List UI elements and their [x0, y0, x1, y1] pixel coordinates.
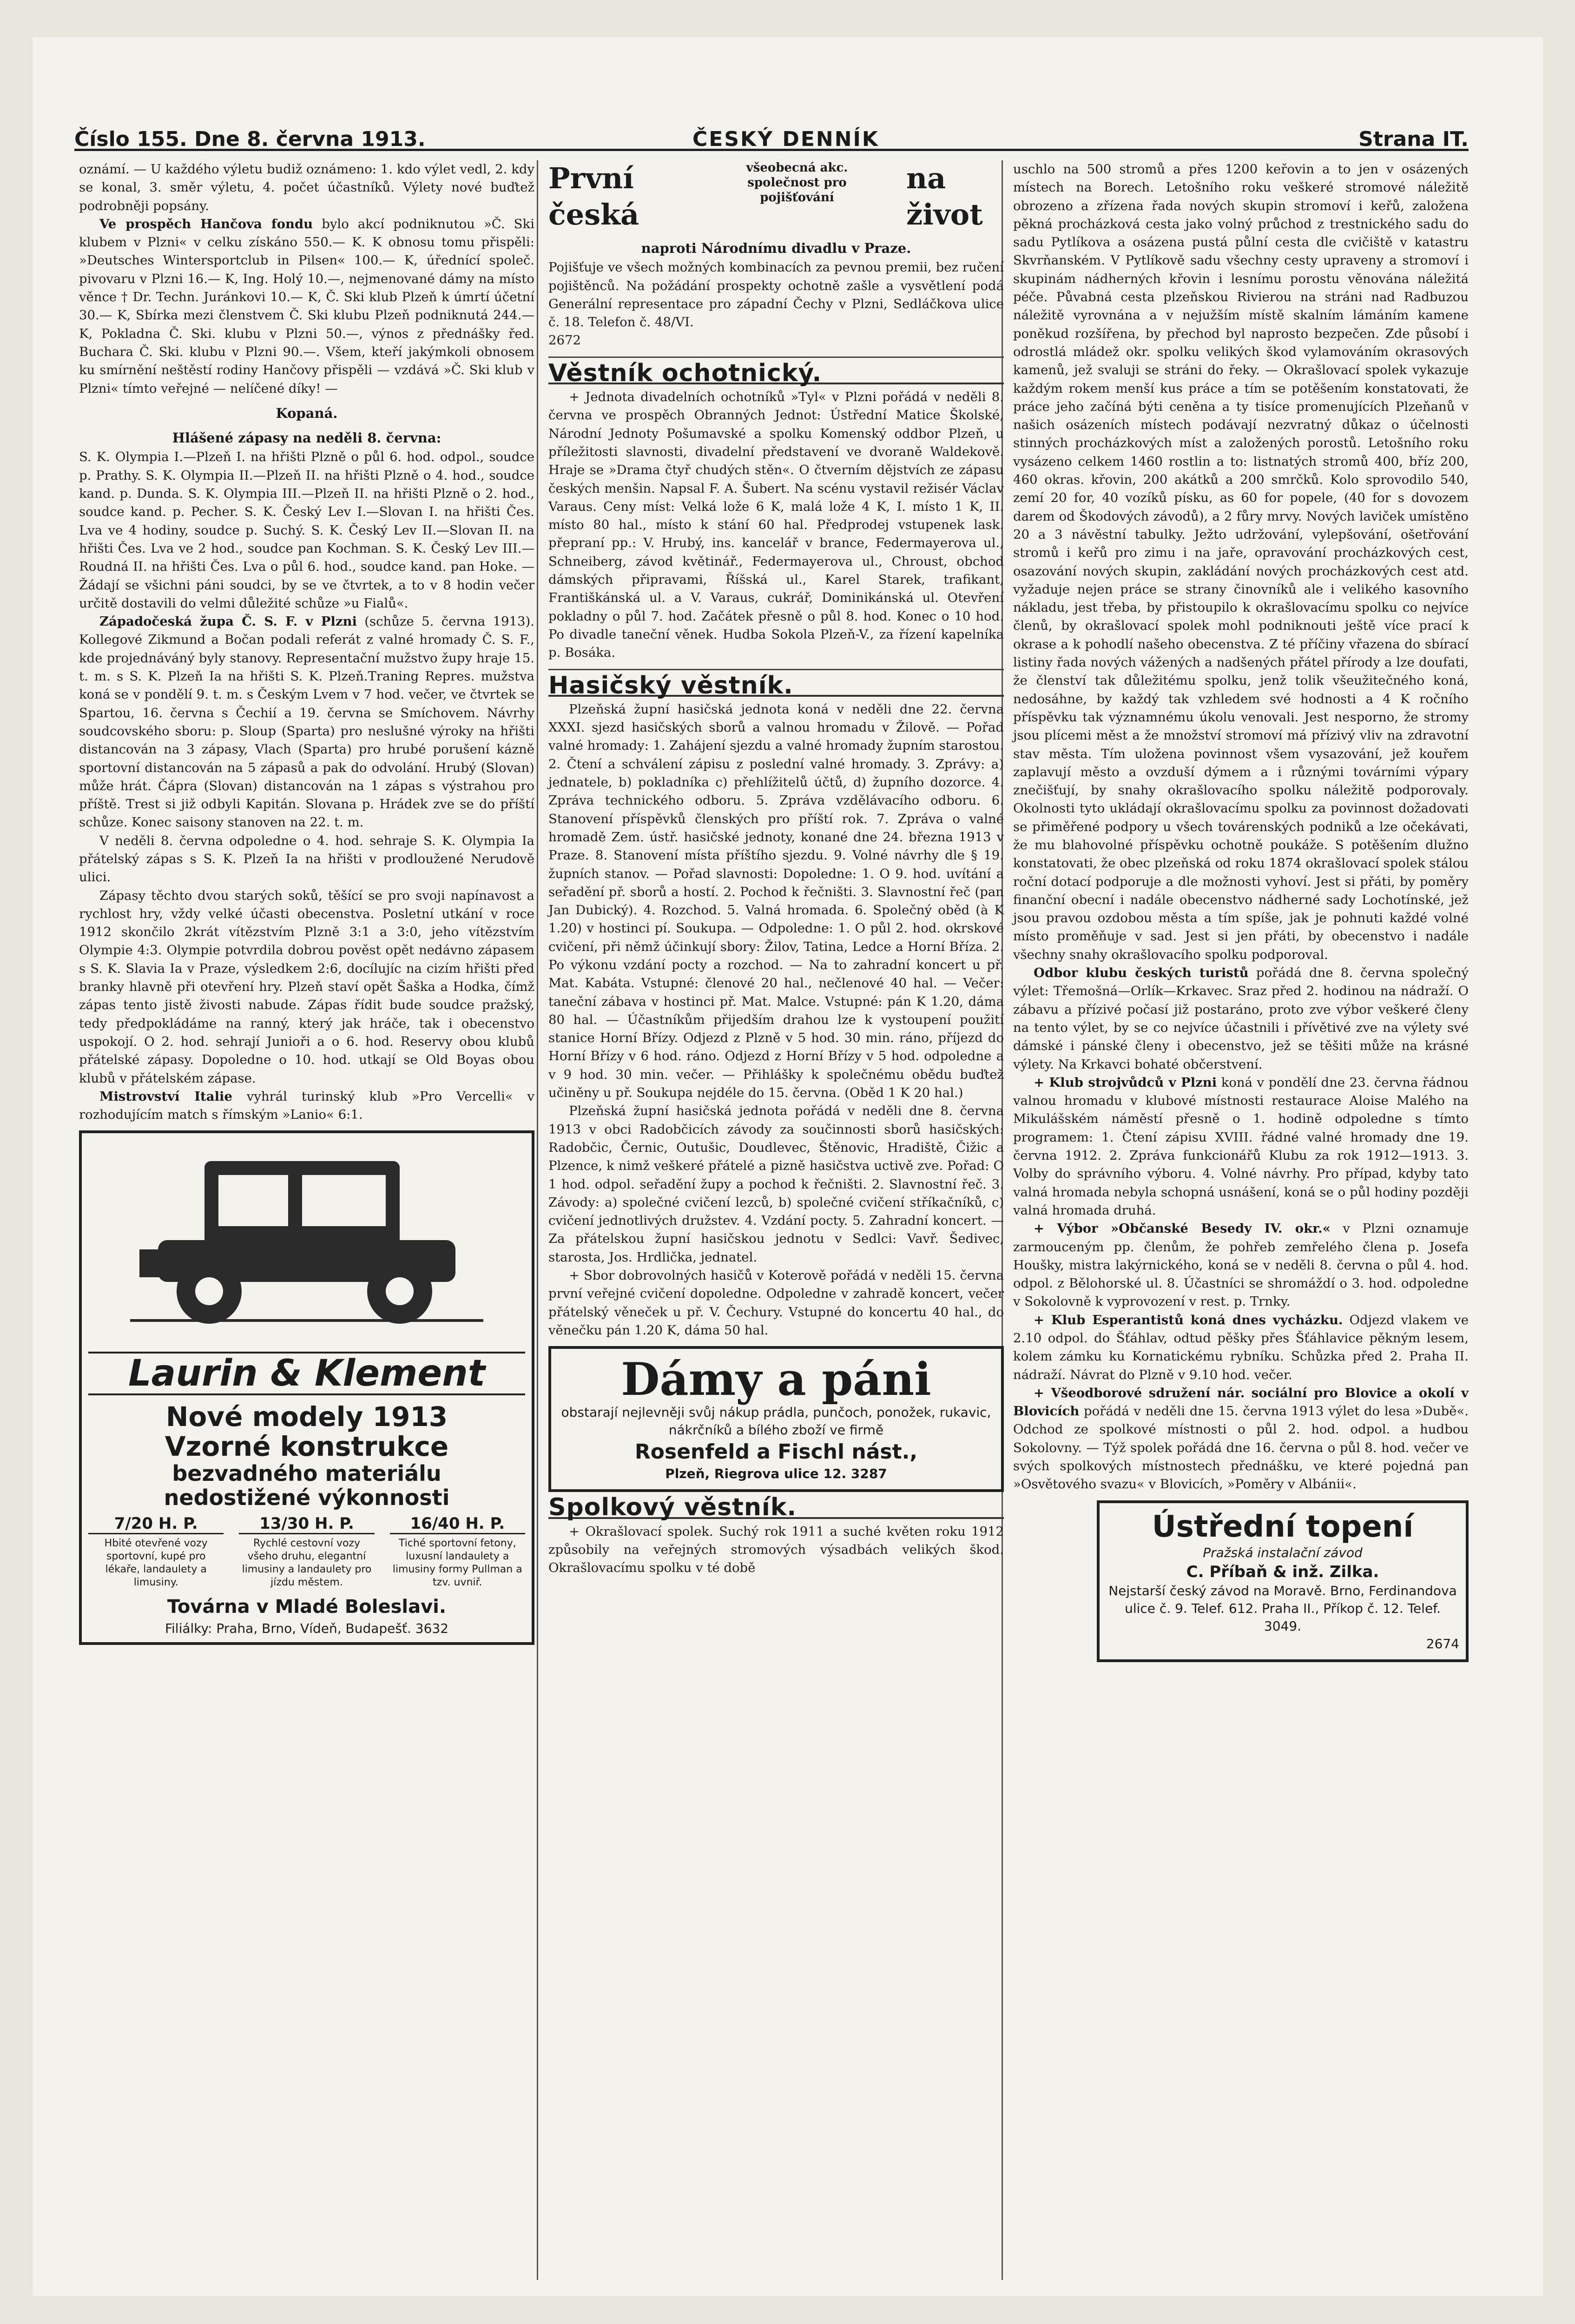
divider	[548, 357, 1004, 358]
ad-title: Ústřední topení	[1152, 1509, 1414, 1544]
article-text: S. K. Olympia I.—Plzeň I. na hřišti Plzně o půl 6. hod. odpol., soudce p. Prathy. S. K. Olympia II.—Plzeň II. na hřišti Plzně o 4. hod., soudce kand. p. Dunda. S. K. Olympia III.—Plzeň II. na hřišti Plzně o 2. hod., soudce kand. p. Pecher. S. K. Český Lev I.—Slovan I. na hřišti Čes. Lva ve 4 hodiny, soudce p. Suchý. S. K. Český Lev II.—Slovan II. na hřišti Čes. Lva ve 2 hod., soudce pan Kochman. S. K. Český Lev III.—Roudná II. na hřišti Čes. Lva o půl 6. hod., soudce kand. pan Hoke. — Žádají se všichni páni soudci, by se ve čtvrtek, a to v 8 hodin večer určitě dostavili do velmi důležité schůze »u Fialů«.	[79, 449, 534, 611]
article-text	[1013, 964, 1469, 1074]
model-desc: Tiché sportovní fetony, luxusní landaulety a limusiny formy Pullman a tzv. uvniř.	[392, 1538, 522, 1589]
ad-address	[558, 1465, 995, 1483]
issue-date-text: Dne 8. června 1913.	[194, 127, 426, 151]
insurance-title-left: První česká	[548, 161, 639, 231]
model-13-30	[239, 1514, 374, 1589]
article-text	[1013, 1311, 1469, 1384]
article-text: Zápasy těchto dvou starých soků, těšící se pro svoji napínavost a rychlost hry, vždy velké účasti obecenstva. Posletní utkání v roce 1912 skončilo 2krát vítězstvím Plzně 3:1 a 3:0, jeho vítězstvím Olympie 4:3. Olympie potvrdila dobrou pověst opět nedávno zápasem s S. K. Slavia Ia v Praze, výsledkem 2:6, docílujíc na cizím hřišti před branky hlavně při otevření hry. Plzeň staví opět Šaška a Hodka, čímž zápas tento jistě živosti nabude. Zápas řídit bude soudce pražský, tedy předpokládáme na ranný, který jak hráče, tak i obecenstvo uspokojí. O 2. hod. sehrají Junioři a o 6. hod. Reservy obou klubů přátelské zápasy. Dopoledne o 10. hod. utkají se Old Boyas obou klubů v přátelském zápase.	[79, 888, 534, 1086]
article-text: oznámí. — U každého výletu budiž oznámeno: 1. kdo výlet vedl, 2. kdy se konal, 3. směr výletu, 4. počet účastníků. Výlety nové buďtež podrobněji popsány.	[79, 162, 534, 213]
article-lead: + Klub strojvůdců v Plzni	[1034, 1075, 1217, 1090]
ad-title: Dámy a páni	[621, 1353, 931, 1406]
ad-address-text: Plzeň, Riegrova ulice 12.	[665, 1466, 847, 1482]
article-lead: Odbor klubu českých turistů	[1034, 965, 1249, 981]
ad-line: Nové modely 1913	[165, 1401, 448, 1433]
article-text: + Sbor dobrovolných hasičů v Koterově pořádá v neděli 15. června první veřejné cvičení dopoledne. Odpoledne v zahradě koncert, večer přátelský věneček u př. V. Čechury. Vstupné do koncertu 40 hal., do věnečku pán 1.20 K, dáma 50 hal.	[548, 1268, 1004, 1338]
article-lead: Mistrovství Italie	[99, 1089, 232, 1104]
article-lead: + Všeodborové sdružení nár. sociální pro Blovice a okolí v Blovicích	[1013, 1385, 1469, 1419]
article-text	[1013, 1220, 1469, 1311]
article-lead: Ve prospěch Hančova fondu	[99, 216, 313, 231]
article-text: + Okrašlovací spolek. Suchý rok 1911 a suché květen roku 1912 způsobily na veřejných stromových výsadbách velikých škod. Okrašlovacímu spolku v té době	[548, 1524, 1004, 1576]
article-body: (schůze 5. června 1913). Kollegové Zikmund a Bočan podali referát z valné hromady Č. S. F., kde projednáváný byly stanovy. Representační mužstvo župy hraje 15. t. m. s S. K. Plzeň Ia na hřišti S. K. Plzeň.Traning Repres. mužstva koná se v pondělí 9. t. m. s Českým Lvem v 7 hod. večer, ve čtvrtek se Spartou, 16. června s Čechií a 19. června se Smíchovem. Návrhy soudcovského sboru: p. Sloup (Sparta) pro neslušné výroky na hřišti distancován na 3 zápasy, Vlach (Sparta) pro hrubé porušení kázně sportovní distancován na 5 zápasů a pak do odvolání. Hrubý (Slovan) může hrát. Čápra (Slovan) distancován na 1 zápas s výstrahou pro příště. Trest si již odbyli Kapitán. Slovana p. Hrádek zve se do příští schůze. Konec saisony stanoven na 22. t. m.	[79, 614, 534, 830]
column-1	[79, 160, 534, 1651]
insurance-mid-line: všeobecná akc.	[746, 161, 848, 175]
insurance-ad	[548, 160, 1004, 233]
article-lead: Západočeská župa Č. S. F. v Plzni	[99, 614, 357, 629]
ad-body: obstarají nejlevněji svůj nákup prádla, punčoch, ponožek, rukavic, nákrčníků a bílého zboží ve firmě	[561, 1405, 991, 1438]
article-text: uschlo na 500 stromů a přes 1200 keřovin a to jen v osázených místech na Borech. Letošního roku veškeré stromové náležitě obrozeno a zřízena řada nových skupin stromoví i keřů, založena pěkná procházková cesta jako volný průchod z trestnického sadu do sadu Pytlíkova a osázena pustá půlní cesta dle cvičiště v katastru Skvrňanském. V Pytlíkově sadu všechny cesty upraveny a stromoví i skupinám nádherných křovin i lesnímu porostu věnována náležitá péče. Půvabná cesta plzeňskou Rivierou na stráni nad Radbuzou náležitě vyrovnána a v nejužším místě skalním lámáním kamene poněkud rozšířena, by přechod byl naprosto bezpečen. Zde působí i odrostlá mládež okr. spolku velikých škod vylamováním okrasových kamenů, jež svaluji se stráni do řeky. — Okrašlovací spolek vykazuje každým rokem menší kus práce a tím se potěšením konstatovati, že práce jeho začíná býti ceněna a ty tisíce promenujících Plzeňanů v našich osázeních místech podávají nezvratný důkaz o účelnosti stinných procházkových míst a založených porostů. Letošního roku vysázeno celkem 1460 rostlin a to: listnatých stromů 400, bříz 200, 460 okras. křovin, 200 akátků a 200 smrčků. Kolo sprovodilo 540, zemí 20 for, 40 vozíků písku, as 60 for popele, (40 for s dovozem darem od Škodových závodů), a 2 fůry mrvy. Nových laviček umístěno 20 a 3 návěstní tabulky. Ježto udržování, vylepšování, ošetřování stromů i keřů pro zimu i na jaře, opravování procházkových cest, osazování nových skupin, zakládání nových procházkových cest atd. vyžaduje nejen práce se strany činovníků ale i velikého kasovního nákladu, jest třeba, by přistoupilo k okrašlovacímu spolku co nejvíce členů, by okrašlovací spolek mohl podniknouti ještě více prací k okrase a k pohodlí našeho obecenstva. Z té příčiny vřazena do sbírací listiny řada nových vážených a nadšených přátel přírody a lze doufati, že členství tak důležitému spolku, jenž tolik všeužitečného koná, nedosáhne, by každý tak vzhledem své hodnosti a 4 K ročního příspěvku tak významnému úkolu venovali. Jest nesporno, že stromy jsou plícemi měst a že množství stromoví má přízivý vliv na zdravotní stav města. Tím uložena povinnost všem vysazování, jež kouřem zaplavují město a ovzduší dýmem a i různými továrními výpary znečišťují, by snahy okrašlovacího spolku náležitě podporovaly. Okolnosti tyto ukládají okrašlovacímu spolku za povinnost dožadovati se přiměřené podpory u všech továrenských podniků a lze očekávati, že mu blahovolné příspěvku ochotně poukáže. S potěšením dlužno konstatovati, že obec plzeňská od roku 1874 okrašlovací spolek stálou roční dotací podporuje a dle možnosti vyhoví. Jest si přáti, by poměry finanční obecní i nadále obecenstvo nádherné sady Lochotínské, jež jsou pravou ozdobou města a tím spíše, jak je pohnuti každé volné místo proměňuje v sad. Jest si jen přáti, by obecenstvo i nadále všechny snahy okrašlovacího spolku podporoval.	[1013, 162, 1469, 962]
article-text	[1013, 1384, 1469, 1494]
insurance-title-right: na život	[906, 161, 983, 231]
models-grid	[88, 1514, 525, 1589]
article-body: pořádá dne 8. června společný výlet: Třemošná—Orlík—Krkavec. Sraz před 2. hodinou na nádraží. O zábavu a přízivé počasí již postaráno, proto zve výbor veškeré členy na tento výlet, by se co nejvíce účastnili i přívětivé zve na výlety své dámské i pánské členy i obecenstvo, jež se těšiti může na krásné výlety. Na Krkavci bohaté občerstvení.	[1013, 965, 1469, 1072]
article-text	[79, 215, 534, 398]
car-illustration	[130, 1142, 483, 1347]
rosenfeld-ad	[548, 1346, 1004, 1492]
ad-line: nedostižené výkonnosti	[164, 1485, 450, 1511]
model-title: 13/30 H. P.	[239, 1514, 374, 1534]
article-text	[79, 613, 534, 832]
ad-line: Vzorné konstrukce	[165, 1431, 449, 1463]
article-text: + Jednota divadelních ochotníků »Tyl« v Plzni pořádá v neděli 8. června ve prospěch Obranných Jednot: Ústřední Matice Školské, Národní Jednoty Pošumavské a spolku Komenský oddbor Plzeň, u příležitosti slavnosti, divadelní představení ve dvoraně Waldekově. Hraje se »Drama čtyř chudých stěn«. O čtverním dějstvích ze zápasu českých menšin. Napsal F. A. Šubert. Na scénu vystavil režisér Václav Varaus. Ceny míst: Velká lože 6 K, malá lože 4 K, I. místo 1 K, II. místo 80 hal., místo k stání 60 hal. Předprodej vstupenek lask. přepraní pp.: V. Hrubý, ins. kancelář v brance, Federmayerova ul., Schneiberg, závod květinář., Federmayerova ul., Chroust, obchod dámských připravami, Říšská ul., Karel Starek, trafikant, Františkánská ul. a V. Varaus, cukrář, Dominikánská ul. Otevření pokladny o půl 7. hod. Začátek přesně o půl 8. hod. Konec o 10 hod. Po divadle taneční věnek. Hudba Sokola Plzeň-V., za řízení kapelníka p. Bosáka.	[548, 390, 1004, 660]
issue-number: Číslo 155.	[74, 127, 187, 151]
insurance-mid-line: pojišťování	[760, 191, 834, 205]
branches-line	[88, 1620, 525, 1637]
ad-code: 3287	[850, 1466, 887, 1482]
laurin-klement-ad	[79, 1130, 534, 1645]
model-title: 16/40 H. P.	[390, 1514, 525, 1534]
section-heading: Hlášené zápasy na neděli 8. června:	[172, 430, 442, 446]
insurance-code: 2672	[548, 333, 581, 348]
article-body: Odjezd vlakem ve 2.10 odpol. do Šťáhlav, odtud pěšky přes Šťáhlavice pěkným lesem, kolem zámku ku Kornatickému rybníku. Schůzka před 2. Praha II. nádraží. Návrat do Plzně v 9.10 hod. večer.	[1013, 1312, 1469, 1382]
model-16-40	[390, 1514, 525, 1589]
article-body: pořádá v neděli dne 15. června 1913 výlet do lesa »Dubě«. Odchod ze spolkové místnosti o půl 2. hod. odpol. a hudbou Sokolovny. — Týž spolek pořádá dne 16. června o půl 8. hod. večer ve svých spolkových místnostech přednášku, ve které pojedná pan »Osvětového svazu« v Blovicích, »Poměry v Albánii«.	[1013, 1404, 1469, 1492]
branches-text: Filiálky: Praha, Brno, Vídeň, Budapešť.	[165, 1621, 411, 1637]
ad-firm: C. Příbaň & inž. Zilka.	[1186, 1562, 1379, 1581]
model-desc: Hbité otevřené vozy sportovní, kupé pro lékaře, landaulety a limusiny.	[104, 1538, 208, 1589]
model-7-20	[88, 1514, 224, 1589]
column-2	[548, 160, 1004, 1577]
article-text: Plzeňská župní hasičská jednota pořádá v neděli dne 8. června 1913 v obci Radobčicích závody za součinnosti sborů hasičských: Radobčic, Černic, Outušic, Doudlevec, Štěnovic, Hradiště, Čižic a Plzence, k nimž veškeré přátelé a pizně hasičstva uctivě zve. Pořad: O 1 hod. odpol. seřadění župy a pochod k řečništi. 2. Slavnostní řeč. 3. Závody: a) společné cvičení lezců, b) společné cvičení stříkačníků, c) cvičení jednotlivých družstev. 4. Vzdání pocty. 5. Zahradní koncert. — Za přátelskou župní hasičskou jednotu v Sedlci: Vavř. Šedivec, starosta, Jos. Hrdlička, jednatel.	[548, 1103, 1004, 1265]
article-body: koná v pondělí dne 23. června řádnou valnou hromadu v klubové místnosti restaurace Aloise Malého na Mikulášském náměstí přesně o 1. hodině odpoledne s tímto programem: 1. Čtení zápisu XVIII. řádné valné hromady dne 19. června 1912. 2. Zpráva funkcionářů Klubu za rok 1912—1913. 3. Volby do správního výboru. 4. Volné návrhy. Pro případ, kdyby tato valná hromada nebyla schopná usnášení, koná se o půl hodiny později valná hromada druhá.	[1013, 1075, 1469, 1218]
article-text: Plzeňská župní hasičská jednota koná v neděli dne 22. června XXXI. sjezd hasičských sborů a valnou hromadu v Žilově. — Pořad valné hromady: 1. Zahájení sjezdu a valné hromady župním starostou. 2. Čtení a schválení zápisu z poslední valné hromady. 3. Zprávy: a) jednatele, b) pokladníka c) přehlížitelů účtů, d) župního dozorce. 4. Zpráva technického odboru. 5. Zpráva vzdělávacího odboru. 6. Stanovení příspěvků členských pro příští rok. 7. Zpráva o valné hromadě Zem. ústř. hasičské jednoty, konané dne 24. března 1913 v Praze. 8. Stanovení místa příštího sjezdu. 9. Volné návrhy dle § 19. župních stanov. — Pořad slavnosti: Dopoledne: 1. O 9. hod. uvítání a seřadění př. sborů a hostí. 2. Pochod k řečništi. 3. Slavnostní řeč (pan Jan Dubický). 4. Rozchod. 5. Valná hromada. 6. Společný oběd (à K 1.20) v hostinci pí. Soukupa. — Odpoledne: 1. O půl 2. hod. okrskové cvičení, při němž účinkují sbory: Žilov, Tatina, Ledce a Horní Bříza. 2. Po výkonu vzdání pocty a rozchod. — Na to zahradní koncert u př. Mat. Kabáta. Vstupné: členové 20 hal., nečlenové 40 hal. — Večer: taneční zábava v hostinci př. Mat. Malce. Vstupné: pán K 1.20, dáma 80 hal. — Účastníkům přijedším drahou lze k vystoupení použití stanice Horní Břízy. Odjezd z Plzně v 5 hod. 30 min. ráno, příjezd do Horní Břízy v 6 hod. ráno. Odjezd z Horní Břízy v 5 hod. odpoledne a v 9 hod. 30 min. večer. — Přihlášky k společnému obědu buďtež učiněny u př. Soukupa nejdéle do 15. června. (Oběd 1 K 20 hal.)	[548, 701, 1004, 1101]
section-title: Věstník ochotnický.	[548, 364, 1004, 384]
brand-logo: Laurin & Klement	[88, 1352, 525, 1395]
heating-ad	[1097, 1500, 1469, 1662]
article-text	[79, 1088, 534, 1124]
article-lead: + Klub Esperantistů koná dnes vycházku.	[1034, 1312, 1343, 1327]
article-body: bylo akcí podniknutou »Č. Ski klubem v Plzni« v celku získáno 550.— K. K obnosu tomu přispěli: »Deutsches Wintersportclub in Pilsen« 100.— K, úřednící společ. pivovaru v Plzni 16.— K, Ing. Holý 10.—, nejmenované dámy na místo věnce † Dr. Techn. Juránkovi 10.— K, Č. Ski klub Plzeň k úmrtí účetní 30.— K, Sbírka mezi členstvem Č. Ski klubu Plzeň podniknutá 244.— K, Pokladna Č. Ski. klubu v Plzni 50.—, výnos z přednášky řed. Buchara Č. Ski. klubu v Plzni 90.—. Všem, kteří jakýmkoli obnosem ku smírnění neštěstí rodiny Hančovy přispěli — vzdává »Č. Ski klub v Plzni« tímto veřejné — nelíčené díky! —	[79, 216, 534, 396]
issue-date	[74, 127, 426, 151]
page-header	[74, 93, 1469, 151]
ad-sub: Pražská instalační závod	[1203, 1545, 1363, 1560]
model-title: 7/20 H. P.	[88, 1514, 224, 1534]
article-text	[1013, 1074, 1469, 1220]
page-number: Strana IT.	[1358, 127, 1469, 151]
section-title: Hasičský věstník.	[548, 677, 1004, 697]
insurance-mid-line: společnost pro	[747, 176, 847, 190]
insurance-subtitle: naproti Národnímu divadlu v Praze.	[641, 240, 911, 256]
ad-code: 3632	[415, 1621, 449, 1637]
article-body: v Plzni oznamuje zarmouceným pp. členům, že pohřeb zemřelého člena p. Josefa Houšky, mistra lakýrnického, koná se v neděli 8. června o půl 4. hod. odpol. z Bělohorské ul. 8. Účastníci se shromáždí o 3. hod. odpoledne v Sokolovně k vyprovození v rest. p. Trnky.	[1013, 1221, 1469, 1309]
ad-body: Nejstarší český závod na Moravě. Brno, Ferdinandova ulice č. 9. Telef. 612. Praha II., Příkop č. 12. Telef. 3049.	[1108, 1583, 1457, 1634]
factory-line: Továrna v Mladé Boleslavi.	[167, 1596, 447, 1618]
ad-code: 2674	[1426, 1636, 1459, 1651]
article-lead: + Výbor »Občanské Besedy IV. okr.«	[1034, 1221, 1331, 1236]
article-text: V neděli 8. června odpoledne o 4. hod. sehraje S. K. Olympia Ia přátelský zápas s S. K. Plzeň Ia na hřišti v prodloužené Nerudově ulici.	[79, 833, 534, 885]
section-heading: Kopaná.	[276, 405, 338, 421]
column-rule	[537, 160, 538, 2280]
model-desc: Rychlé cestovní vozy všeho druhu, elegantní limusiny a landaulety pro jízdu městem.	[242, 1538, 372, 1589]
column-3	[1013, 160, 1469, 1669]
divider	[548, 669, 1004, 670]
ad-firm: Rosenfeld a Fischl nást.,	[634, 1440, 918, 1464]
section-title: Spolkový věstník.	[548, 1499, 1004, 1519]
paper-title: ČESKÝ DENNÍK	[692, 127, 880, 151]
ad-line: bezvadného materiálu	[172, 1461, 442, 1486]
insurance-body: Pojišťuje ve všech možných kombinacích za pevnou premii, bez ručení pojištěnců. Na požádání prospekty ochotně zašle a vysvětlení podá Generální representace pro západní Čechy v Plzni, Sedláčkova ulice č. 18. Telefon č. 48/VI.	[548, 260, 1004, 330]
article-body: vyhrál turinský klub »Pro Vercelli« v rozhodujícím match s římským »Lanio« 6:1.	[79, 1089, 534, 1122]
